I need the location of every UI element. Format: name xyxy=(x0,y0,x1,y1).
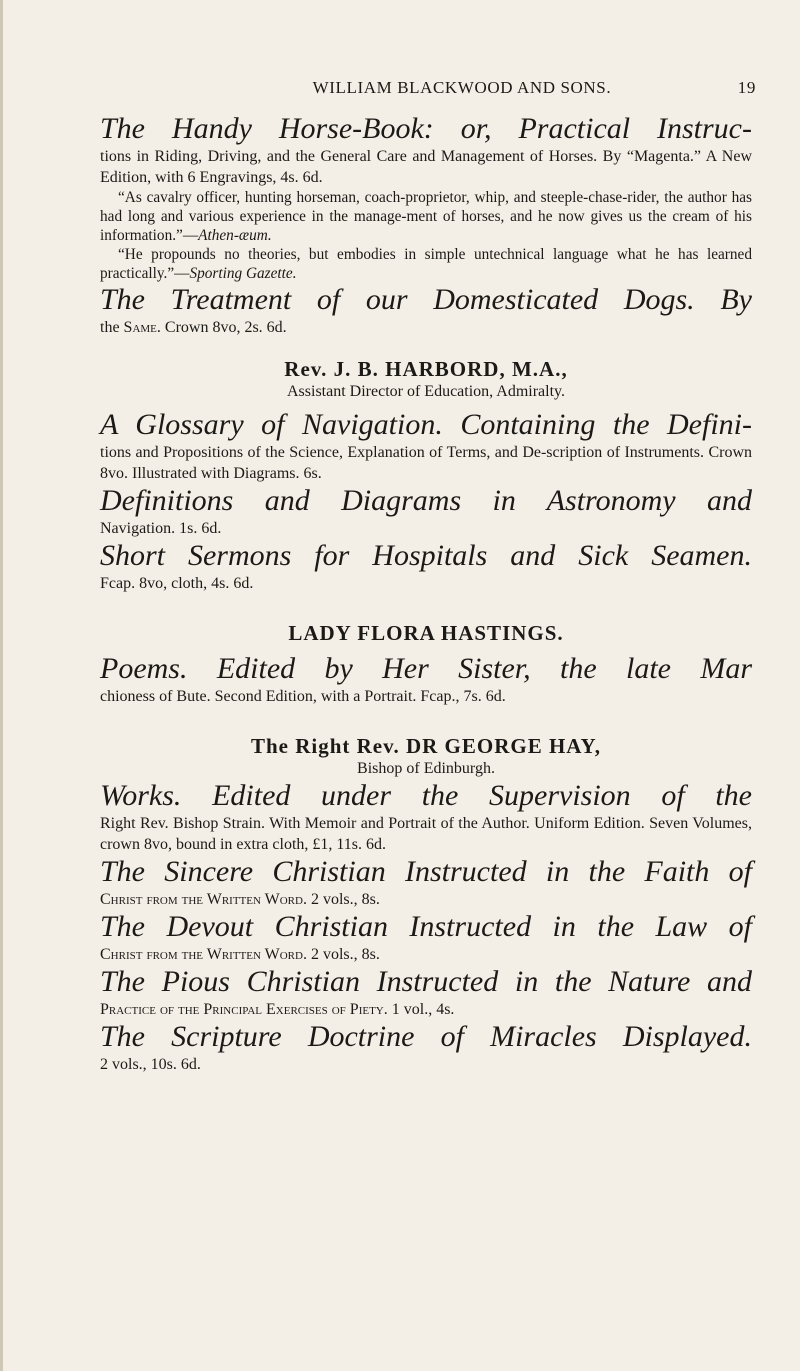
book-description: 2 vols., 10s. 6d. xyxy=(100,1056,201,1073)
book-description: Christ from the Written Word. 2 vols., 8s. xyxy=(100,946,380,963)
page-header xyxy=(96,78,756,98)
entry-scripture xyxy=(100,1020,752,1075)
book-title: Works. Edited under the Supervision of the xyxy=(100,779,752,812)
book-title: The Sincere Christian Instructed in the Faith of xyxy=(100,855,752,888)
book-description: Right Rev. Bishop Strain. With Memoir and Portrait of the Author. Uniform Edition. Seven Volumes, crown 8vo, bound in extra cloth, £1, 11s. 6d. xyxy=(100,815,752,853)
review-source: Athen-æum. xyxy=(198,227,272,244)
book-title: A Glossary of Navigation. Containing the Defini- xyxy=(100,408,752,441)
entry-glossary xyxy=(100,408,752,484)
author-name: The Right Rev. DR GEORGE HAY, xyxy=(250,734,602,758)
page-edge xyxy=(0,0,3,1371)
author-name: LADY FLORA HASTINGS. xyxy=(288,621,564,645)
author-name: Rev. J. B. HARBORD, M.A., xyxy=(284,357,568,381)
entry-definitions xyxy=(100,484,752,539)
book-description: Practice of the Principal Exercises of Piety. 1 vol., 4s. xyxy=(100,1001,455,1018)
book-title: The Scripture Doctrine of Miracles Displayed. xyxy=(100,1020,752,1053)
book-description: Fcap. 8vo, cloth, 4s. 6d. xyxy=(100,575,254,592)
entry-devout xyxy=(100,910,752,965)
book-title: The Pious Christian Instructed in the Nature and xyxy=(100,965,752,998)
running-title: WILLIAM BLACKWOOD AND SONS. xyxy=(312,78,612,97)
entry-dogs xyxy=(100,283,752,338)
book-title: The Devout Christian Instructed in the Law of xyxy=(100,910,752,943)
catalogue-content xyxy=(100,112,752,1075)
entry-horse-book xyxy=(100,112,752,283)
entry-works xyxy=(100,779,752,855)
review-quote: “He propounds no theories, but embodies in simple untechnical language what he has learned practically.”—Sporting Gazette. xyxy=(100,246,752,282)
book-title: Poems. Edited by Her Sister, the late Mar xyxy=(100,652,752,685)
book-description: the Same. Crown 8vo, 2s. 6d. xyxy=(100,319,287,336)
book-title: The Handy Horse-Book: or, Practical Instruc- xyxy=(100,112,752,145)
author-office: Assistant Director of Education, Admiralty. xyxy=(286,383,565,400)
book-title: The Treatment of our Domesticated Dogs. By xyxy=(100,283,752,316)
book-description: tions in Riding, Driving, and the General Care and Management of Horses. By “Magenta.” A New Edition, with 6 Engravings, 4s. 6d. xyxy=(100,148,752,186)
page-number: 19 xyxy=(737,78,756,97)
entry-sincere xyxy=(100,855,752,910)
book-description: Navigation. 1s. 6d. xyxy=(100,520,222,537)
author-office: Bishop of Edinburgh. xyxy=(357,760,495,777)
book-title: Definitions and Diagrams in Astronomy and xyxy=(100,484,752,517)
book-description: tions and Propositions of the Science, Explanation of Terms, and De-scription of Instruments. Crown 8vo. Illustrated with Diagrams. 6s. xyxy=(100,444,752,482)
review-source: Sporting Gazette. xyxy=(189,265,297,282)
book-description: Christ from the Written Word. 2 vols., 8s. xyxy=(100,891,380,908)
entry-poems xyxy=(100,652,752,707)
book-description: chioness of Bute. Second Edition, with a Portrait. Fcap., 7s. 6d. xyxy=(100,688,506,705)
entry-sermons xyxy=(100,539,752,594)
book-title: Short Sermons for Hospitals and Sick Seamen. xyxy=(100,539,752,572)
review-quote: “As cavalry officer, hunting horseman, coach-proprietor, whip, and steeple-chase-rider, the author has had long and various experience in the manage-ment of horses, and he now gives us the cream of his information.”—Athen-æum. xyxy=(100,189,752,244)
entry-pious xyxy=(100,965,752,1020)
